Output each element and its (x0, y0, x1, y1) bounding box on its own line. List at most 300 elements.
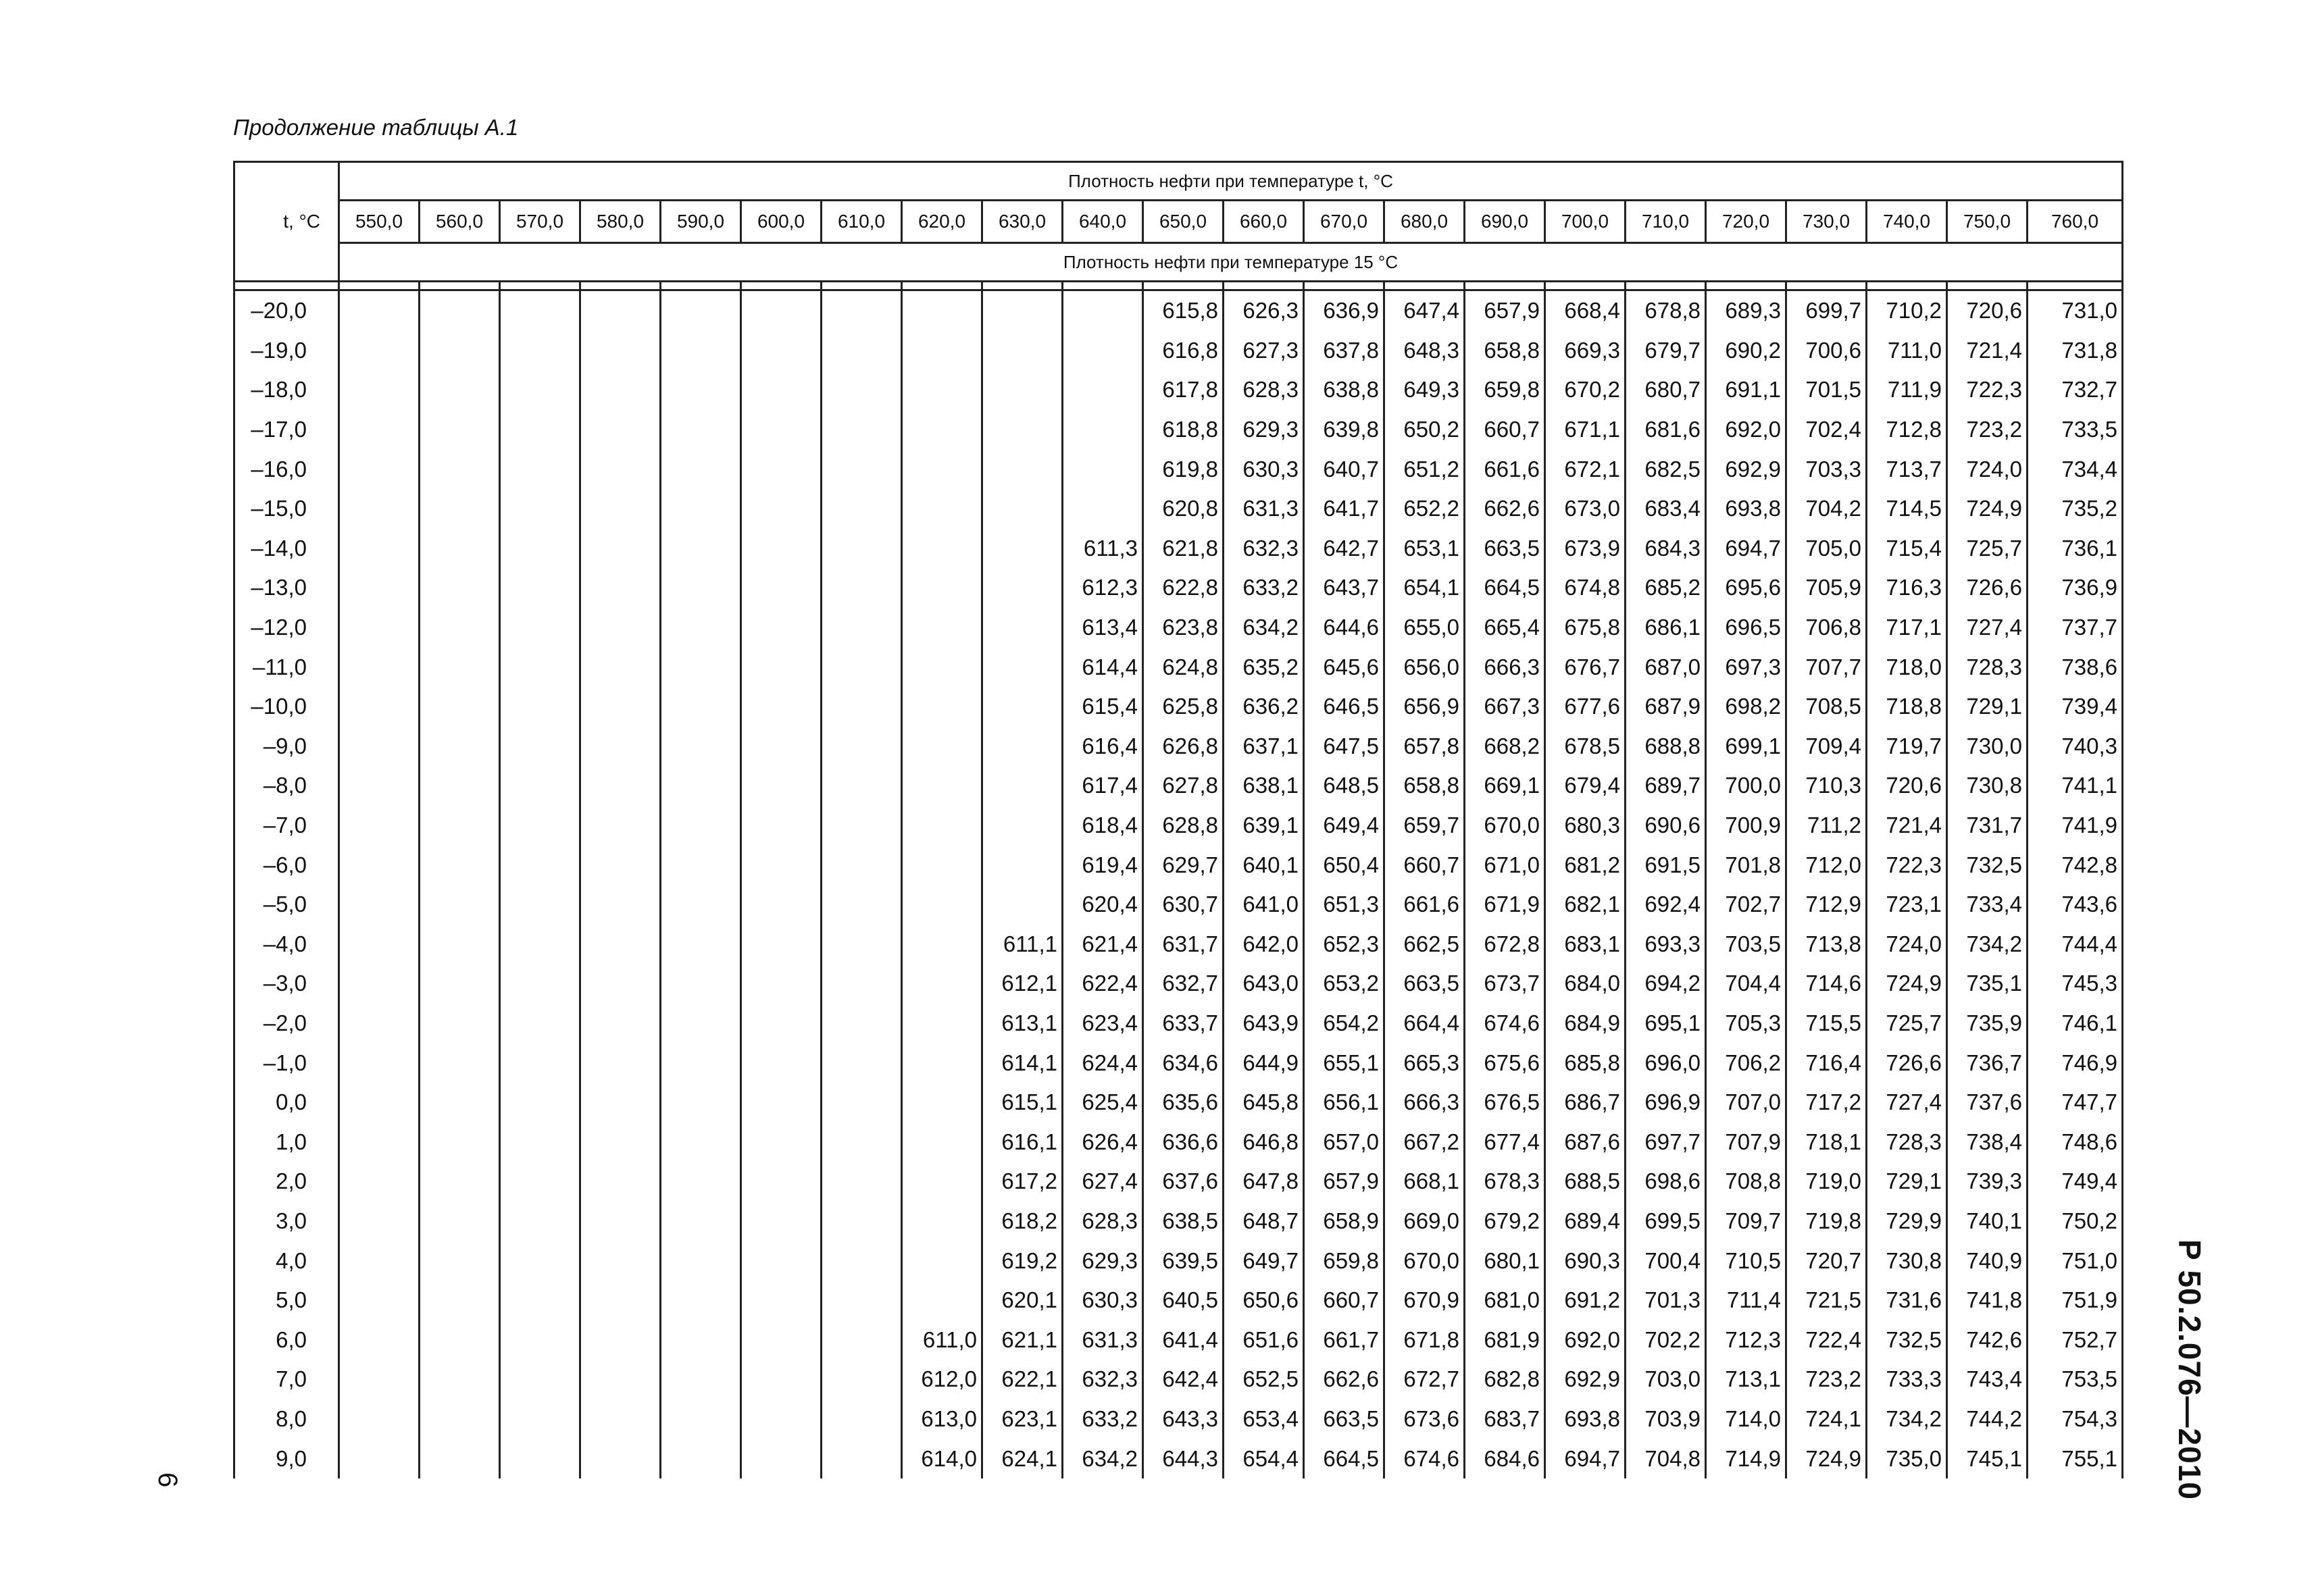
density-cell (982, 529, 1063, 569)
density-cell: 655,1 (1304, 1043, 1384, 1083)
density-cell (339, 766, 420, 806)
density-cell: 672,7 (1384, 1360, 1465, 1399)
density-cell: 714,9 (1706, 1439, 1786, 1478)
header-spacer (234, 282, 2123, 290)
table-row (234, 1043, 2123, 1083)
density-cell (420, 1004, 500, 1044)
density-cell (902, 885, 982, 925)
density-cell: 623,8 (1143, 608, 1224, 648)
density-cell: 682,5 (1626, 449, 1706, 489)
density-cell (741, 1043, 822, 1083)
density-cell: 721,5 (1786, 1281, 1867, 1320)
density-cell: 621,4 (1063, 925, 1143, 964)
density-cell (420, 885, 500, 925)
density-cell: 724,9 (1786, 1439, 1867, 1478)
density-cell: 695,1 (1626, 1004, 1706, 1044)
density-cell: 668,1 (1384, 1162, 1465, 1202)
density-cell: 697,3 (1706, 647, 1786, 687)
density-cell: 686,7 (1545, 1083, 1626, 1123)
density-cell: 653,1 (1384, 529, 1465, 569)
density-cell (500, 845, 580, 885)
density-cell (902, 529, 982, 569)
density-cell (902, 964, 982, 1004)
density-cell: 730,0 (1947, 727, 2028, 767)
density-cell: 633,7 (1143, 1004, 1224, 1044)
density-cell: 693,3 (1626, 925, 1706, 964)
density-cell: 719,7 (1867, 727, 1947, 767)
density-cell: 661,6 (1384, 885, 1465, 925)
density-cell: 710,5 (1706, 1241, 1786, 1281)
density-cell (420, 370, 500, 410)
density-cell (661, 489, 741, 529)
table-row (234, 1241, 2123, 1281)
density-cell: 677,6 (1545, 687, 1626, 727)
density-cell: 708,5 (1786, 687, 1867, 727)
density-cell (420, 1043, 500, 1083)
density-cell (339, 489, 420, 529)
density-cell (661, 925, 741, 964)
density-cell: 632,7 (1143, 964, 1224, 1004)
density-cell (902, 1202, 982, 1241)
density-cell: 648,7 (1224, 1202, 1304, 1241)
density-cell: 710,3 (1786, 766, 1867, 806)
density-cell (822, 1360, 902, 1399)
density-cell (500, 1004, 580, 1044)
density-cell: 647,4 (1384, 290, 1465, 331)
density-cell: 665,4 (1465, 608, 1545, 648)
column-header: 580,0 (580, 201, 661, 243)
density-cell: 750,2 (2028, 1202, 2123, 1241)
density-cell: 652,5 (1224, 1360, 1304, 1399)
density-cell (902, 331, 982, 371)
density-cell: 743,4 (1947, 1360, 2028, 1399)
density-cell (1063, 290, 1143, 331)
density-cell: 624,4 (1063, 1043, 1143, 1083)
density-cell: 697,7 (1626, 1122, 1706, 1162)
density-cell: 715,5 (1786, 1004, 1867, 1044)
density-cell (1063, 370, 1143, 410)
density-cell: 692,0 (1545, 1320, 1626, 1360)
density-cell (661, 529, 741, 569)
density-cell (580, 1439, 661, 1478)
density-cell: 695,6 (1706, 568, 1786, 608)
density-cell (822, 1399, 902, 1439)
density-cell: 645,8 (1224, 1083, 1304, 1123)
density-cell (580, 766, 661, 806)
spacer-cell (661, 282, 741, 290)
density-cell (661, 1399, 741, 1439)
density-cell: 653,2 (1304, 964, 1384, 1004)
density-cell (741, 1439, 822, 1478)
density-cell: 616,8 (1143, 331, 1224, 371)
density-cell: 732,7 (2028, 370, 2123, 410)
density-cell: 670,9 (1384, 1281, 1465, 1320)
density-cell (339, 1241, 420, 1281)
density-cell: 677,4 (1465, 1122, 1545, 1162)
density-cell: 734,2 (1947, 925, 2028, 964)
density-cell: 711,9 (1867, 370, 1947, 410)
column-header: 760,0 (2028, 201, 2123, 243)
density-cell: 712,9 (1786, 885, 1867, 925)
column-header-row (234, 201, 2123, 243)
density-cell: 700,6 (1786, 331, 1867, 371)
temperature-cell: –10,0 (234, 687, 339, 727)
density-cell: 683,7 (1465, 1399, 1545, 1439)
column-header: 690,0 (1465, 201, 1545, 243)
column-header: 750,0 (1947, 201, 2028, 243)
density-cell (580, 687, 661, 727)
density-cell: 747,7 (2028, 1083, 2123, 1123)
density-cell: 740,1 (1947, 1202, 2028, 1241)
column-header: 640,0 (1063, 201, 1143, 243)
density-cell (420, 727, 500, 767)
density-cell: 656,1 (1304, 1083, 1384, 1123)
density-cell: 687,6 (1545, 1122, 1626, 1162)
density-cell: 675,8 (1545, 608, 1626, 648)
column-header: 650,0 (1143, 201, 1224, 243)
density-cell: 648,5 (1304, 766, 1384, 806)
density-cell: 654,4 (1224, 1439, 1304, 1478)
density-cell (339, 529, 420, 569)
density-cell (339, 1083, 420, 1123)
density-cell: 614,1 (982, 1043, 1063, 1083)
density-cell (339, 647, 420, 687)
density-cell: 643,0 (1224, 964, 1304, 1004)
density-cell (500, 1162, 580, 1202)
density-cell (822, 529, 902, 569)
density-cell (420, 1399, 500, 1439)
density-cell: 666,3 (1465, 647, 1545, 687)
density-cell: 657,9 (1465, 290, 1545, 331)
temperature-cell: 5,0 (234, 1281, 339, 1320)
density-cell (902, 290, 982, 331)
density-cell: 651,2 (1384, 449, 1465, 489)
density-cell: 744,4 (2028, 925, 2123, 964)
column-header: 630,0 (982, 201, 1063, 243)
density-cell (580, 1004, 661, 1044)
density-cell (661, 1360, 741, 1399)
table-row (234, 1399, 2123, 1439)
density-cell (982, 370, 1063, 410)
column-header: 670,0 (1304, 201, 1384, 243)
density-cell: 618,8 (1143, 410, 1224, 450)
density-cell (822, 647, 902, 687)
density-cell: 728,3 (1867, 1122, 1947, 1162)
density-cell: 731,6 (1867, 1281, 1947, 1320)
density-cell (741, 1241, 822, 1281)
density-cell (661, 647, 741, 687)
density-cell: 702,2 (1626, 1320, 1706, 1360)
density-cell: 739,3 (1947, 1162, 2028, 1202)
table-row (234, 290, 2123, 331)
density-cell: 615,1 (982, 1083, 1063, 1123)
density-cell: 722,3 (1947, 370, 2028, 410)
density-cell (500, 1122, 580, 1162)
density-cell: 678,5 (1545, 727, 1626, 767)
density-cell: 676,5 (1465, 1083, 1545, 1123)
density-cell: 706,2 (1706, 1043, 1786, 1083)
density-cell: 619,8 (1143, 449, 1224, 489)
spacer-cell (1545, 282, 1626, 290)
density-cell: 630,3 (1063, 1281, 1143, 1320)
density-cell (339, 290, 420, 331)
density-cell: 635,2 (1224, 647, 1304, 687)
density-cell: 692,4 (1626, 885, 1706, 925)
density-cell: 690,3 (1545, 1241, 1626, 1281)
density-cell: 696,0 (1626, 1043, 1706, 1083)
density-cell: 684,9 (1545, 1004, 1626, 1044)
density-cell: 723,2 (1947, 410, 2028, 450)
column-header: 720,0 (1706, 201, 1786, 243)
density-cell: 710,2 (1867, 290, 1947, 331)
table-row (234, 687, 2123, 727)
column-header: 550,0 (339, 201, 420, 243)
density-cell (500, 1043, 580, 1083)
density-cell: 668,2 (1465, 727, 1545, 767)
density-cell: 643,3 (1143, 1399, 1224, 1439)
density-cell: 642,0 (1224, 925, 1304, 964)
temperature-cell: 6,0 (234, 1320, 339, 1360)
density-cell: 663,5 (1304, 1399, 1384, 1439)
density-cell: 707,9 (1706, 1122, 1786, 1162)
density-cell (339, 885, 420, 925)
density-cell: 624,1 (982, 1439, 1063, 1478)
density-cell: 729,1 (1947, 687, 2028, 727)
density-cell: 658,9 (1304, 1202, 1384, 1241)
density-cell (580, 885, 661, 925)
density-cell (902, 449, 982, 489)
density-cell (500, 1281, 580, 1320)
density-cell (580, 1202, 661, 1241)
density-cell: 701,3 (1626, 1281, 1706, 1320)
density-cell: 612,0 (902, 1360, 982, 1399)
density-cell: 635,6 (1143, 1083, 1224, 1123)
density-cell: 619,4 (1063, 845, 1143, 885)
density-cell: 711,2 (1786, 806, 1867, 846)
density-cell: 731,8 (2028, 331, 2123, 371)
group-header-top: Плотность нефти при температуре t, °С (339, 162, 2123, 201)
density-cell (1063, 410, 1143, 450)
density-cell (500, 806, 580, 846)
density-cell: 680,1 (1465, 1241, 1545, 1281)
density-cell (822, 1162, 902, 1202)
density-cell: 679,2 (1465, 1202, 1545, 1241)
density-cell (339, 608, 420, 648)
density-cell: 721,4 (1867, 806, 1947, 846)
density-cell: 657,8 (1384, 727, 1465, 767)
density-cell: 682,1 (1545, 885, 1626, 925)
density-cell: 712,0 (1786, 845, 1867, 885)
density-cell: 749,4 (2028, 1162, 2123, 1202)
density-cell (500, 449, 580, 489)
density-cell: 685,2 (1626, 568, 1706, 608)
density-cell (661, 449, 741, 489)
density-cell (982, 885, 1063, 925)
density-cell: 754,3 (2028, 1399, 2123, 1439)
temperature-cell: 0,0 (234, 1083, 339, 1123)
density-cell: 624,8 (1143, 647, 1224, 687)
density-cell (339, 806, 420, 846)
density-cell (902, 410, 982, 450)
density-cell: 701,5 (1786, 370, 1867, 410)
density-cell: 713,8 (1786, 925, 1867, 964)
density-cell (982, 568, 1063, 608)
density-cell (902, 568, 982, 608)
density-cell: 674,6 (1384, 1439, 1465, 1478)
density-cell: 672,1 (1545, 449, 1626, 489)
density-cell (741, 885, 822, 925)
density-cell (420, 568, 500, 608)
spacer-cell (1063, 282, 1143, 290)
density-cell (822, 1320, 902, 1360)
table-row (234, 1281, 2123, 1320)
density-cell (420, 290, 500, 331)
table-row (234, 1320, 2123, 1360)
temperature-cell: –17,0 (234, 410, 339, 450)
density-cell (661, 1202, 741, 1241)
density-cell: 714,6 (1786, 964, 1867, 1004)
density-cell: 665,3 (1384, 1043, 1465, 1083)
density-cell (339, 410, 420, 450)
density-cell: 673,7 (1465, 964, 1545, 1004)
table-row (234, 964, 2123, 1004)
density-cell: 615,4 (1063, 687, 1143, 727)
spacer-cell (1465, 282, 1545, 290)
density-cell: 679,4 (1545, 766, 1626, 806)
density-cell: 681,6 (1626, 410, 1706, 450)
density-cell (661, 1162, 741, 1202)
density-cell (420, 1241, 500, 1281)
density-cell: 613,0 (902, 1399, 982, 1439)
density-cell (580, 489, 661, 529)
table-row (234, 845, 2123, 885)
density-cell: 745,3 (2028, 964, 2123, 1004)
density-cell: 626,8 (1143, 727, 1224, 767)
density-cell: 691,5 (1626, 845, 1706, 885)
density-cell: 682,8 (1465, 1360, 1545, 1399)
density-cell: 651,6 (1224, 1320, 1304, 1360)
density-cell (420, 687, 500, 727)
density-cell (661, 1004, 741, 1044)
spacer-cell (982, 282, 1063, 290)
density-cell: 681,0 (1465, 1281, 1545, 1320)
temperature-cell: 4,0 (234, 1241, 339, 1281)
density-cell (580, 727, 661, 767)
density-cell: 731,7 (1947, 806, 2028, 846)
density-cell: 664,4 (1384, 1004, 1465, 1044)
density-cell (982, 449, 1063, 489)
density-cell: 703,5 (1706, 925, 1786, 964)
density-cell: 631,7 (1143, 925, 1224, 964)
density-cell: 735,0 (1867, 1439, 1947, 1478)
density-cell: 627,3 (1224, 331, 1304, 371)
density-cell (339, 687, 420, 727)
density-cell: 660,7 (1384, 845, 1465, 885)
density-cell: 646,5 (1304, 687, 1384, 727)
density-cell (822, 885, 902, 925)
density-cell: 753,5 (2028, 1360, 2123, 1399)
density-cell: 620,4 (1063, 885, 1143, 925)
density-cell (420, 489, 500, 529)
density-cell (500, 647, 580, 687)
density-cell: 659,7 (1384, 806, 1465, 846)
density-cell (741, 964, 822, 1004)
density-cell (982, 766, 1063, 806)
spacer-cell (420, 282, 500, 290)
temperature-cell: 1,0 (234, 1122, 339, 1162)
density-cell: 752,7 (2028, 1320, 2123, 1360)
density-cell (902, 370, 982, 410)
column-header: 710,0 (1626, 201, 1706, 243)
density-cell: 622,4 (1063, 964, 1143, 1004)
density-cell: 696,9 (1626, 1083, 1706, 1123)
density-cell: 735,2 (2028, 489, 2123, 529)
density-cell: 713,1 (1706, 1360, 1786, 1399)
t-column-header: t, °С (234, 162, 339, 282)
density-cell (982, 331, 1063, 371)
density-cell: 649,4 (1304, 806, 1384, 846)
density-cell: 691,2 (1545, 1281, 1626, 1320)
density-cell (741, 1162, 822, 1202)
density-cell: 733,3 (1867, 1360, 1947, 1399)
density-cell: 642,7 (1304, 529, 1384, 569)
column-header: 740,0 (1867, 201, 1947, 243)
density-cell (822, 964, 902, 1004)
density-cell (982, 806, 1063, 846)
density-cell: 627,8 (1143, 766, 1224, 806)
spacer-cell (339, 282, 420, 290)
density-cell: 673,6 (1384, 1399, 1465, 1439)
density-cell: 720,6 (1947, 290, 2028, 331)
density-cell (580, 1043, 661, 1083)
density-cell: 679,7 (1626, 331, 1706, 371)
density-cell: 705,9 (1786, 568, 1867, 608)
density-cell: 614,0 (902, 1439, 982, 1478)
temperature-cell: –8,0 (234, 766, 339, 806)
density-cell: 729,9 (1867, 1202, 1947, 1241)
density-cell: 638,8 (1304, 370, 1384, 410)
density-cell (661, 331, 741, 371)
density-cell: 640,7 (1304, 449, 1384, 489)
spacer-cell (1947, 282, 2028, 290)
density-cell: 649,3 (1384, 370, 1465, 410)
density-cell: 689,7 (1626, 766, 1706, 806)
density-cell: 644,9 (1224, 1043, 1304, 1083)
density-cell: 667,3 (1465, 687, 1545, 727)
density-cell: 713,7 (1867, 449, 1947, 489)
density-cell: 751,0 (2028, 1241, 2123, 1281)
density-cell: 615,8 (1143, 290, 1224, 331)
density-cell (822, 925, 902, 964)
density-cell: 723,1 (1867, 885, 1947, 925)
density-cell (822, 449, 902, 489)
density-cell (741, 1281, 822, 1320)
density-cell (339, 1122, 420, 1162)
density-cell (982, 687, 1063, 727)
temperature-cell: –4,0 (234, 925, 339, 964)
density-cell: 730,8 (1947, 766, 2028, 806)
table-row (234, 1004, 2123, 1044)
density-cell: 745,1 (1947, 1439, 2028, 1478)
density-cell: 698,6 (1626, 1162, 1706, 1202)
column-header: 600,0 (741, 201, 822, 243)
table-row (234, 925, 2123, 964)
density-cell: 726,6 (1947, 568, 2028, 608)
density-cell (420, 964, 500, 1004)
density-cell: 628,3 (1063, 1202, 1143, 1241)
density-cell: 712,8 (1867, 410, 1947, 450)
density-cell (982, 410, 1063, 450)
